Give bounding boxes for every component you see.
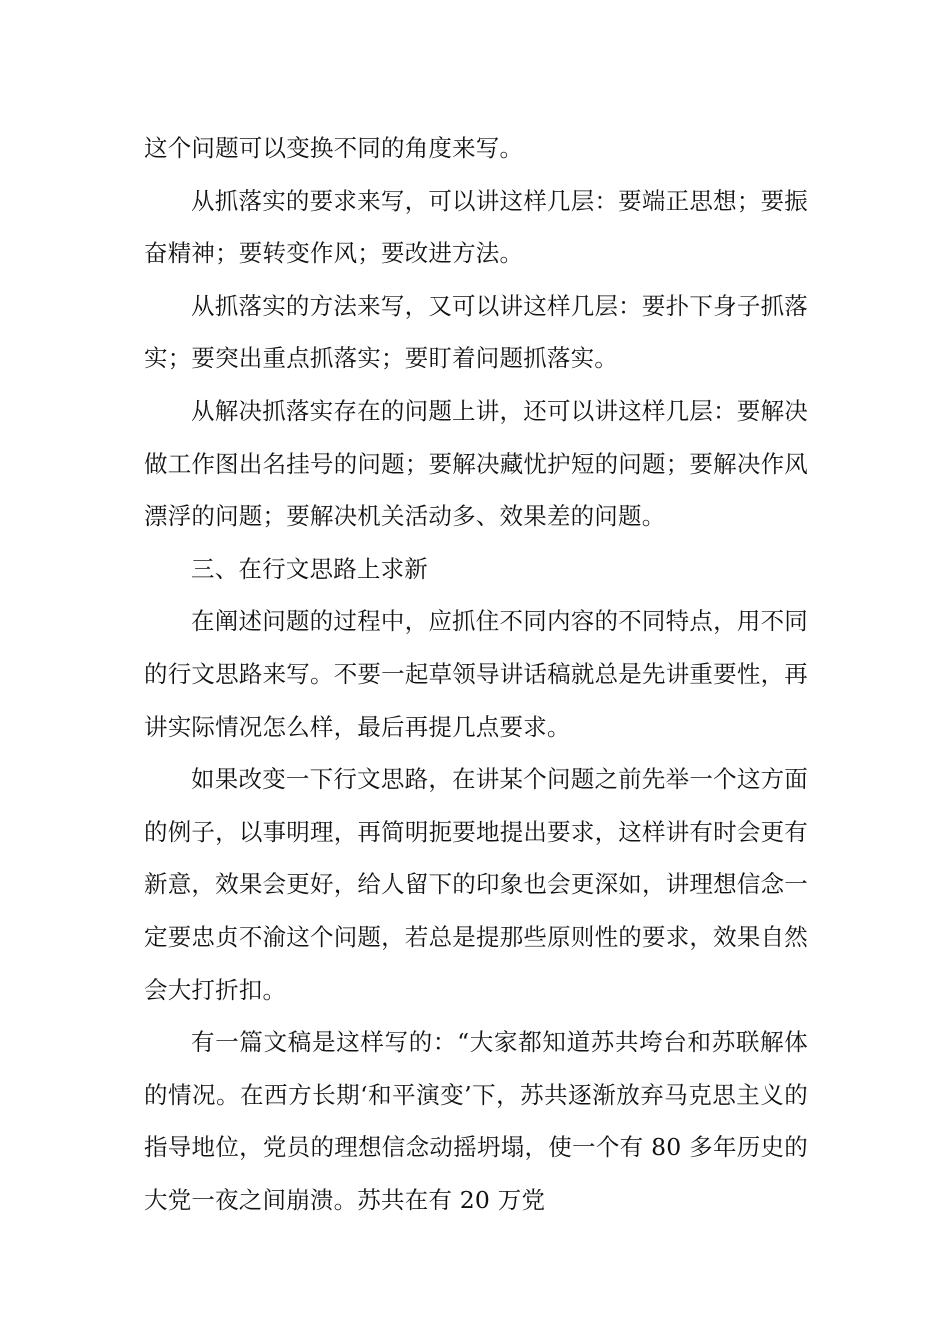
paragraph-8: 有一篇文稿是这样写的：“大家都知道苏共垮台和苏联解体的情况。在西方长期‘和平演变’下，苏共逐渐放弃马克思主义的指导地位，党员的理想信念动摇坍塌，使一个有 80 多年历史的大党一夜之间崩溃。苏共在有 20 万党: [144, 1028, 808, 1214]
paragraph-2: 从抓落实的要求来写，可以讲这样几层：要端正思想；要振奋精神；要转变作风；要改进方法。: [144, 186, 808, 268]
paragraph-6: 在阐述问题的过程中，应抓住不同内容的不同特点，用不同的行文思路来写。不要一起草领导讲话稿就总是先讲重要性，再讲实际情况怎么样，最后再提几点要求。: [144, 607, 808, 741]
document-page: [144, 122, 808, 1226]
paragraph-4: 从解决抓落实存在的问题上讲，还可以讲这样几层：要解决做工作图出名挂号的问题；要解决藏忧护短的问题；要解决作风漂浮的问题；要解决机关活动多、效果差的问题。: [144, 396, 808, 531]
paragraph-3: 从抓落实的方法来写，又可以讲这样几层：要扑下身子抓落实；要突出重点抓落实；要盯着问题抓落实。: [144, 291, 808, 373]
paragraph-7: 如果改变一下行文思路，在讲某个问题之前先举一个这方面的例子，以事明理，再简明扼要地提出要求，这样讲有时会更有新意，效果会更好，给人留下的印象也会更深如，讲理想信念一定要忠贞不渝这个问题，若总是提那些原则性的要求，效果自然会大打折扣。: [144, 765, 808, 1004]
paragraph-1: 这个问题可以变换不同的角度来写。: [144, 134, 524, 162]
section-heading: 三、在行文思路上求新: [191, 554, 428, 583]
